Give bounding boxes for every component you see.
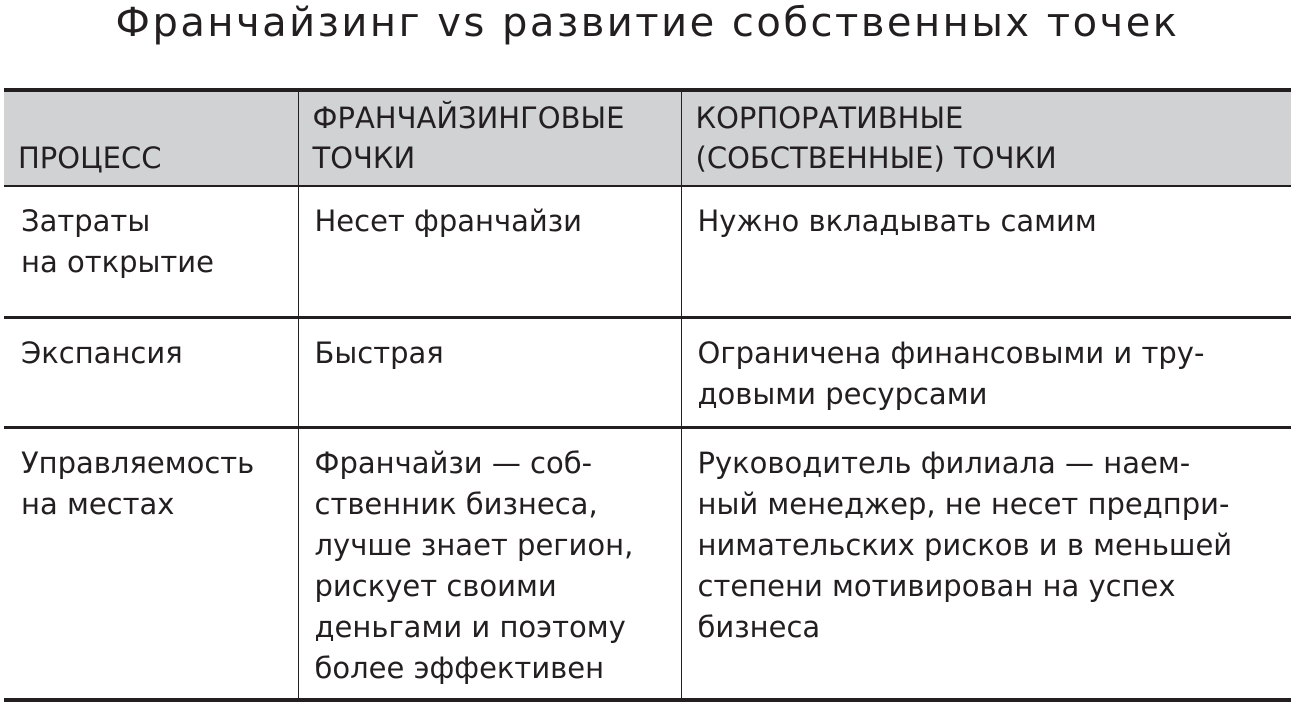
table-row bbox=[4, 317, 1291, 427]
header-franchise-points bbox=[298, 90, 681, 186]
cell-text: Руководитель филиала — наем- ный менеджер, не несет предпри- нимательских рисков и в меньшей степени мотивирован на успех бизнеса bbox=[697, 445, 1233, 644]
comparison-table bbox=[4, 88, 1291, 702]
cell-text: Ограничена финансовыми и тру- довыми ресурсами bbox=[697, 335, 1205, 411]
cell-text: Несет франчайзи bbox=[314, 204, 582, 238]
cell-text: Франчайзи — соб- ственник бизнеса, лучше знает регион, рискует своими деньгами и поэтому более эффективен bbox=[314, 445, 634, 685]
table-row bbox=[4, 186, 1291, 317]
header-corporate-label: КОРПОРАТИВНЫЕ (СОБСТВЕННЫЕ) ТОЧКИ bbox=[695, 101, 1057, 175]
table-body bbox=[4, 186, 1291, 700]
table-cell-process bbox=[4, 317, 298, 427]
table-cell-process bbox=[4, 427, 298, 700]
header-row bbox=[4, 90, 1291, 186]
cell-text: Экспансия bbox=[21, 335, 183, 370]
header-franchise-label: ФРАНЧАЙЗИНГОВЫЕ ТОЧКИ bbox=[312, 101, 625, 175]
header-corporate-points bbox=[681, 90, 1291, 186]
table-row bbox=[4, 427, 1291, 700]
cell-text: Быстрая bbox=[314, 335, 444, 370]
cell-text: Управляемость на местах bbox=[21, 445, 255, 521]
table-cell-franchise bbox=[298, 186, 681, 317]
table-cell-franchise bbox=[298, 427, 681, 700]
table-cell-corporate bbox=[681, 317, 1291, 427]
header-process bbox=[4, 90, 298, 186]
table-cell-franchise bbox=[298, 317, 681, 427]
table-header bbox=[4, 90, 1291, 186]
table-cell-process bbox=[4, 186, 298, 317]
table-cell-corporate bbox=[681, 427, 1291, 700]
header-process-label: ПРОЦЕСС bbox=[18, 141, 162, 175]
page-title: Франчайзинг vs развитие собственных точек bbox=[115, 0, 1180, 46]
cell-text: Затраты на открытие bbox=[21, 204, 214, 279]
cell-text: Нужно вкладывать самим bbox=[697, 204, 1097, 238]
table-cell-corporate bbox=[681, 186, 1291, 317]
